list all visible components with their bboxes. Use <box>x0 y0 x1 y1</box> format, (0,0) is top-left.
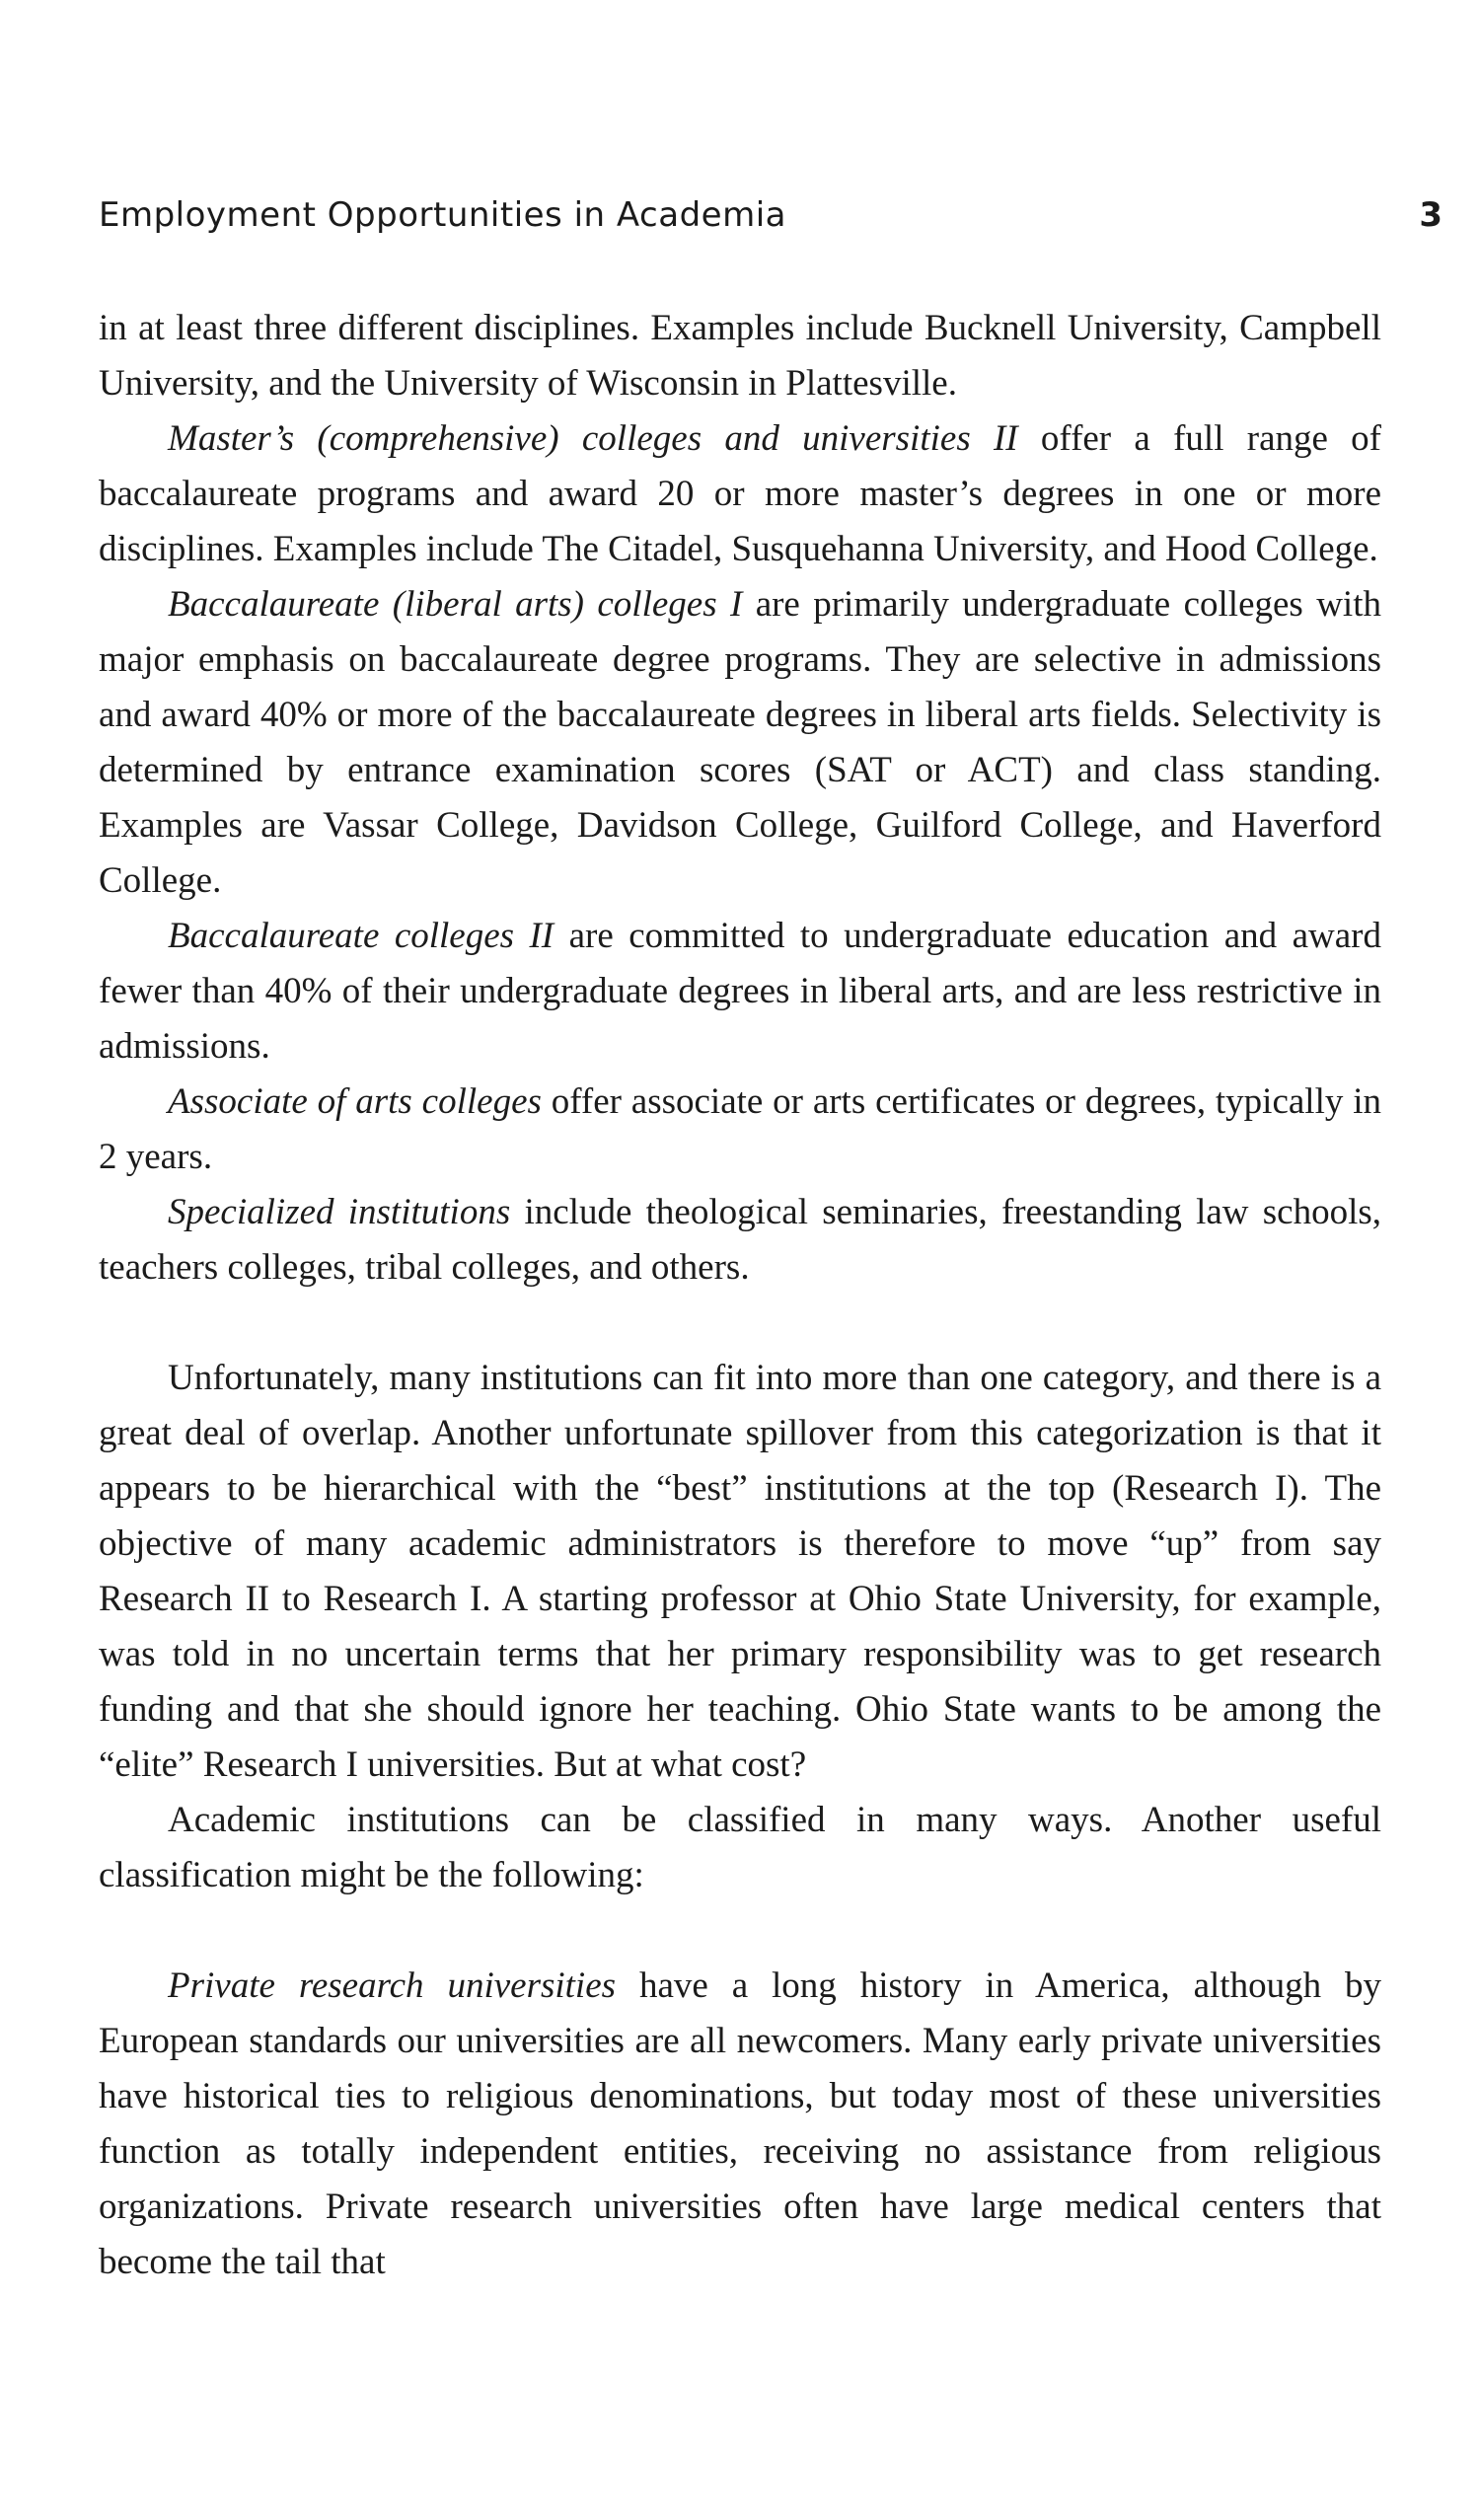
category-term: Baccalaureate colleges II <box>168 916 555 956</box>
paragraph-text: are committed to undergraduate education and award fewer than 40% of their undergraduate degrees in liberal arts, and are less restrictive in admissions. <box>99 916 1381 1067</box>
body-text <box>99 301 1381 2290</box>
paragraph-baccalaureate-ii <box>99 909 1381 1075</box>
paragraph-continuation <box>99 301 1381 411</box>
running-title: Employment Opportunities in Academia <box>99 195 786 235</box>
category-term: Specialized institutions <box>168 1192 511 1232</box>
paragraph-text: include theological seminaries, freestanding law schools, teachers colleges, tribal colleges, and others. <box>99 1192 1382 1288</box>
book-page <box>99 148 1442 2290</box>
category-term: Baccalaureate (liberal arts) colleges I <box>168 584 743 625</box>
category-term: Private research universities <box>168 1965 617 2006</box>
paragraph-text: offer a full range of baccalaureate programs and award 20 or more master’s degrees in one or more disciplines. Examples include The Citadel, Susquehanna University, and Hood College. <box>99 418 1382 569</box>
paragraph-text: in at least three different disciplines. Examples include Bucknell University, Campbell University, and the University of Wisconsin in Plattesville. <box>99 308 1381 404</box>
paragraph-text: offer associate or arts certificates or degrees, typically in 2 years. <box>99 1081 1381 1177</box>
paragraph-classification <box>99 1793 1381 1903</box>
paragraph-associate-colleges <box>99 1075 1381 1185</box>
page-number: 3 <box>1419 195 1442 235</box>
category-term: Associate of arts colleges <box>168 1081 542 1122</box>
paragraph-text: Unfortunately, many institutions can fit into more than one category, and there is a great deal of overlap. Another unfortunate spillover from this categorization is that it appears to be hierarchical with the “best” institutions at the top (Research I). The objective of many academic administrators is therefore to move “up” from say Research II to Research I. A starting professor at Ohio State University, for example, was told in no uncertain terms that her primary responsibility was to get research funding and that she should ignore her teaching. Ohio State wants to be among the “elite” Research I universities. But at what cost? <box>99 1358 1381 1785</box>
paragraph-text: have a long history in America, although by European standards our universities are all newcomers. Many early private universities have historical ties to religious denominations, but today most of these universities function as totally independent entities, receiving no assistance from religious organizations. Private research universities often have large medical centers that become the tail that <box>99 1965 1381 2282</box>
paragraph-private-research <box>99 1959 1381 2290</box>
running-head <box>99 148 1442 235</box>
paragraph-masters-colleges <box>99 411 1381 577</box>
paragraph-text: Academic institutions can be classified in many ways. Another useful classification might be the following: <box>99 1800 1381 1895</box>
paragraph-text: are primarily undergraduate colleges with major emphasis on baccalaureate degree programs. They are selective in admissions and award 40% or more of the baccalaureate degrees in liberal arts fields. Selectivity is determined by entrance examination scores (SAT or ACT) and class standing. Examples are Vassar College, Davidson College, Guilford College, and Haverford College. <box>99 584 1381 901</box>
category-term: Master’s (comprehensive) colleges and universities II <box>168 418 1018 459</box>
paragraph-specialized-institutions <box>99 1185 1381 1296</box>
paragraph-overlap <box>99 1351 1381 1793</box>
paragraph-baccalaureate-i <box>99 577 1381 909</box>
